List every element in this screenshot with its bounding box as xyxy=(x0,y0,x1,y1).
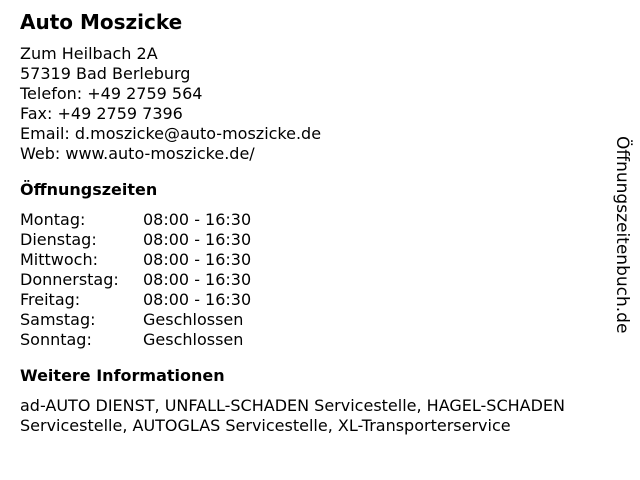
hours-day: Mittwoch: xyxy=(20,250,98,269)
hours-time: 08:00 - 16:30 xyxy=(143,270,252,289)
hours-day: Sonntag: xyxy=(20,330,92,349)
hours-row-friday xyxy=(20,290,620,310)
phone-line: Telefon: +49 2759 564 xyxy=(20,84,203,103)
hours-day: Freitag: xyxy=(20,290,81,309)
web-line: Web: www.auto-moszicke.de/ xyxy=(20,144,255,163)
email-line: Email: d.moszicke@auto-moszicke.de xyxy=(20,124,322,143)
hours-heading: Öffnungszeiten xyxy=(20,180,158,199)
hours-day: Donnerstag: xyxy=(20,270,119,289)
hours-row-monday xyxy=(20,210,620,230)
hours-time: Geschlossen xyxy=(143,330,244,349)
hours-row-thursday xyxy=(20,270,620,290)
hours-day: Montag: xyxy=(20,210,86,229)
hours-table xyxy=(20,210,620,350)
hours-row-sunday xyxy=(20,330,620,350)
hours-time: 08:00 - 16:30 xyxy=(143,230,252,249)
hours-time: Geschlossen xyxy=(143,310,244,329)
hours-day: Samstag: xyxy=(20,310,96,329)
business-name: Auto Moszicke xyxy=(20,10,183,34)
site-watermark-label: Öffnungszeitenbuch.de xyxy=(612,136,632,334)
hours-day: Dienstag: xyxy=(20,230,97,249)
business-card xyxy=(20,10,620,436)
hours-row-saturday xyxy=(20,310,620,330)
info-heading: Weitere Informationen xyxy=(20,366,225,385)
address-street: Zum Heilbach 2A xyxy=(20,44,158,63)
hours-time: 08:00 - 16:30 xyxy=(143,290,252,309)
hours-time: 08:00 - 16:30 xyxy=(143,250,252,269)
address-city: 57319 Bad Berleburg xyxy=(20,64,191,83)
hours-row-wednesday xyxy=(20,250,620,270)
hours-time: 08:00 - 16:30 xyxy=(143,210,252,229)
info-text: ad-AUTO DIENST, UNFALL-SCHADEN Servicestelle, HAGEL-SCHADEN Servicestelle, AUTOGLAS Servicestelle, XL-Transporterservice xyxy=(20,396,565,435)
hours-row-tuesday xyxy=(20,230,620,250)
fax-line: Fax: +49 2759 7396 xyxy=(20,104,183,123)
